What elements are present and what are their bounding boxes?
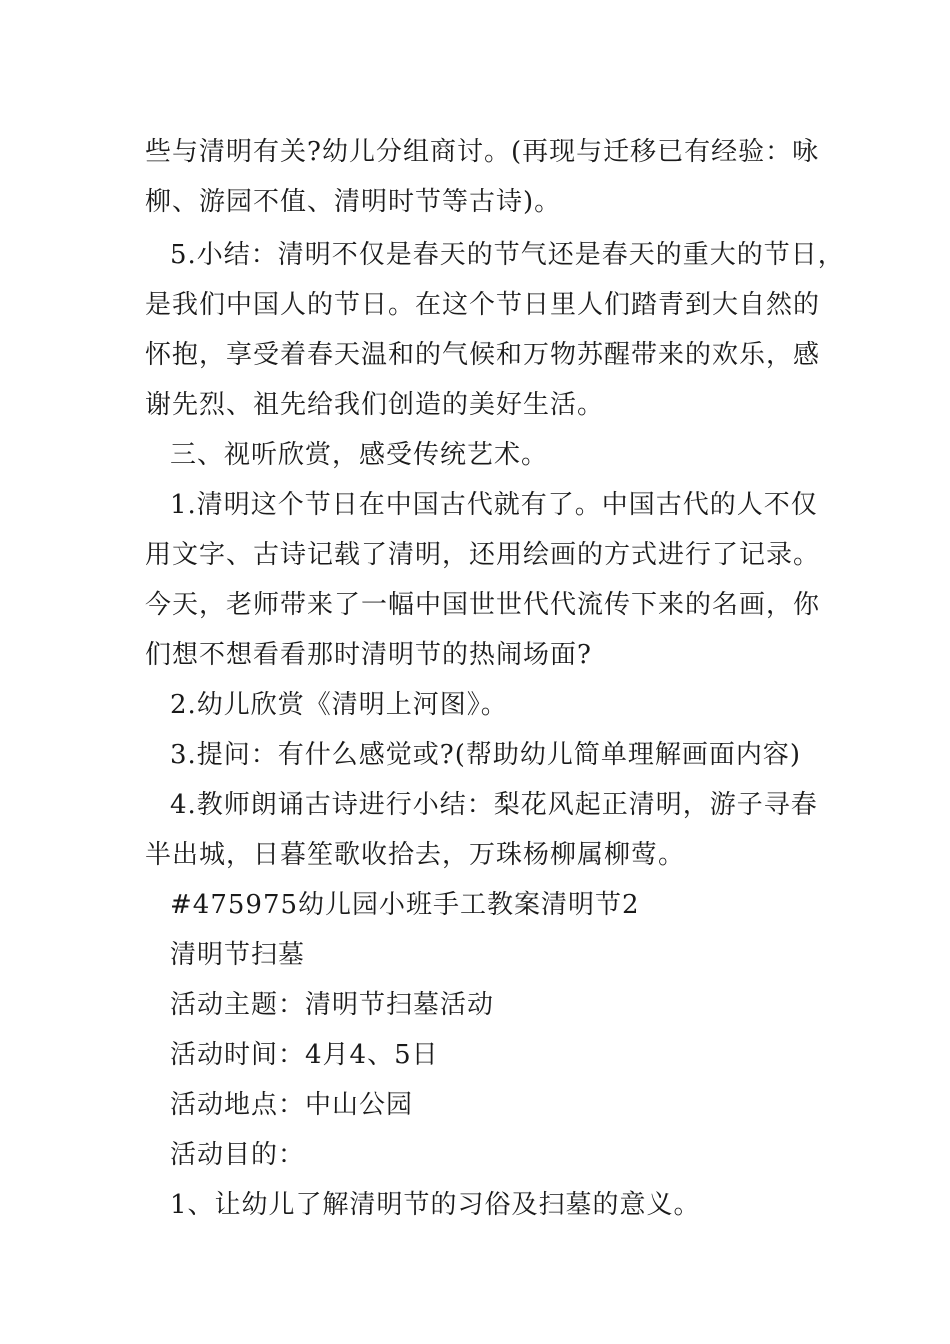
text-line: 3.提问：有什么感觉或?(帮助幼儿简单理解画面内容) — [170, 740, 802, 770]
text-line: 4.教师朗诵古诗进行小结：梨花风起正清明，游子寻春 — [170, 790, 818, 820]
document-title: #475975幼儿园小班手工教案清明节2 — [170, 890, 640, 920]
text-line: 是我们中国人的节日。在这个节日里人们踏青到大自然的 — [145, 290, 821, 320]
text-line: 活动主题：清明节扫墓活动 — [170, 990, 495, 1020]
text-line: 1.清明这个节日在中国古代就有了。中国古代的人不仅 — [170, 490, 818, 520]
text-line: 1、让幼儿了解清明节的习俗及扫墓的意义。 — [170, 1190, 701, 1220]
text-line: 半出城，日暮笙歌收拾去，万珠杨柳属柳莺。 — [145, 840, 686, 870]
section-heading: 三、视听欣赏，感受传统艺术。 — [170, 440, 549, 470]
text-line: 今天，老师带来了一幅中国世世代代流传下来的名画，你 — [145, 590, 821, 620]
text-line: 些与清明有关?幼儿分组商讨。(再现与迁移已有经验：咏 — [145, 137, 820, 167]
text-line: 怀抱，享受着春天温和的气候和万物苏醒带来的欢乐，感 — [145, 340, 821, 370]
text-line: 活动目的： — [170, 1140, 306, 1170]
text-line: 活动时间：4月4、5日 — [170, 1040, 439, 1070]
text-line: 2.幼儿欣赏《清明上河图》。 — [170, 690, 508, 720]
text-line: 5.小结：清明不仅是春天的节气还是春天的重大的节日， — [170, 240, 845, 270]
text-line: 用文字、古诗记载了清明，还用绘画的方式进行了记录。 — [145, 540, 821, 570]
text-line: 们想不想看看那时清明节的热闹场面? — [145, 640, 592, 670]
text-line: 清明节扫墓 — [170, 940, 306, 970]
text-line: 活动地点：中山公园 — [170, 1090, 414, 1120]
text-line: 柳、游园不值、清明时节等古诗)。 — [145, 187, 562, 217]
text-line: 谢先烈、祖先给我们创造的美好生活。 — [145, 390, 605, 420]
